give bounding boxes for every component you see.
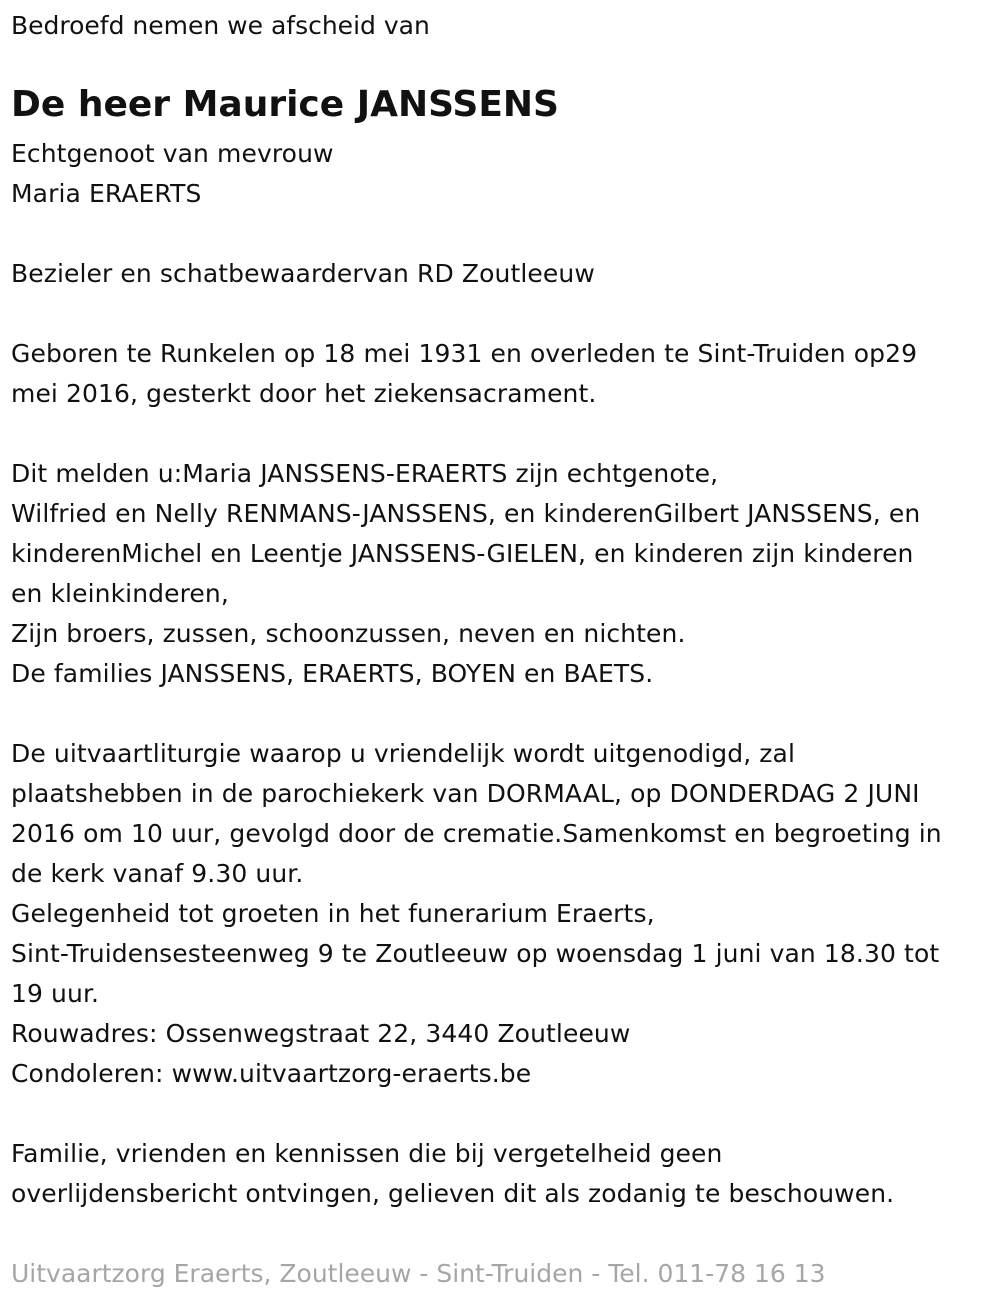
blank-line <box>11 694 996 734</box>
body-line: Bezieler en schatbewaardervan RD Zoutleeuw <box>11 259 595 288</box>
blank-line <box>11 294 996 334</box>
intro-line: Bedroefd nemen we afscheid van <box>11 11 430 40</box>
body-line: mei 2016, gesterkt door het ziekensacrament. <box>11 379 597 408</box>
body-line: 2016 om 10 uur, gevolgd door de crematie.Samenkomst en begroeting in <box>11 819 942 848</box>
body-line: De families JANSSENS, ERAERTS, BOYEN en BAETS. <box>11 659 654 688</box>
body-line: plaatshebben in de parochiekerk van DORMAAL, op DONDERDAG 2 JUNI <box>11 779 920 808</box>
body-line: De uitvaartliturgie waarop u vriendelijk wordt uitgenodigd, zal <box>11 739 795 768</box>
blank-line <box>11 1094 996 1134</box>
body-line: Rouwadres: Ossenwegstraat 22, 3440 Zoutleeuw <box>11 1019 631 1048</box>
body-line: en kleinkinderen, <box>11 579 229 608</box>
blank-line <box>11 214 996 254</box>
body-line: overlijdensbericht ontvingen, gelieven dit als zodanig te beschouwen. <box>11 1179 895 1208</box>
body-line: Familie, vrienden en kennissen die bij vergetelheid geen <box>11 1139 723 1168</box>
body-line: kinderenMichel en Leentje JANSSENS-GIELEN, en kinderen zijn kinderen <box>11 539 914 568</box>
body-line: Geboren te Runkelen op 18 mei 1931 en overleden te Sint-Truiden op29 <box>11 339 918 368</box>
body-line: Wilfried en Nelly RENMANS-JANSSENS, en kinderenGilbert JANSSENS, en <box>11 499 921 528</box>
body-line: 19 uur. <box>11 979 100 1008</box>
notice-body <box>11 134 996 1214</box>
deceased-name-title: De heer Maurice JANSSENS <box>11 84 559 125</box>
body-line: Maria ERAERTS <box>11 179 202 208</box>
body-line: Zijn broers, zussen, schoonzussen, neven en nichten. <box>11 619 686 648</box>
body-line: de kerk vanaf 9.30 uur. <box>11 859 304 888</box>
body-line: Echtgenoot van mevrouw <box>11 139 334 168</box>
body-line: Sint-Truidensesteenweg 9 te Zoutleeuw op woensdag 1 juni van 18.30 tot <box>11 939 940 968</box>
body-line: Condoleren: www.uitvaartzorg-eraerts.be <box>11 1059 532 1088</box>
body-line: Dit melden u:Maria JANSSENS-ERAERTS zijn echtgenote, <box>11 459 719 488</box>
funeral-home-footer: Uitvaartzorg Eraerts, Zoutleeuw - Sint-Truiden - Tel. 011-78 16 13 <box>11 1259 826 1288</box>
blank-line <box>11 414 996 454</box>
body-line: Gelegenheid tot groeten in het funerarium Eraerts, <box>11 899 655 928</box>
